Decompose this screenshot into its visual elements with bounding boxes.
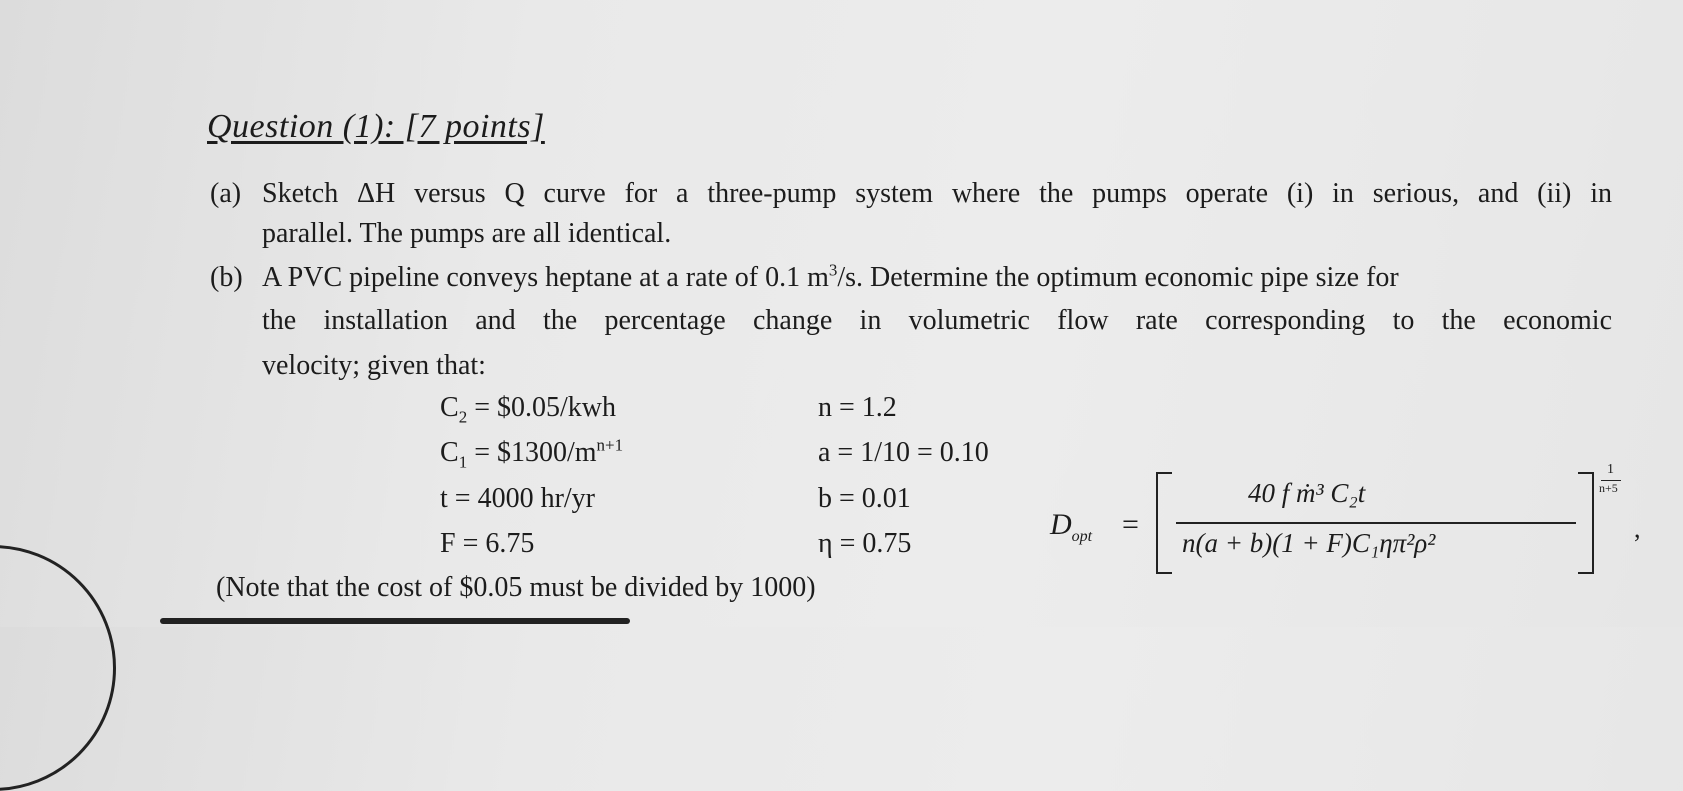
formula-lhs: $D_{opt}$ bbox=[1050, 508, 1093, 545]
part-b-line-1: A PVC pipeline conveys heptane at a rate of 0.1 $m^3/s$. Determine the optimum economic pipe size for bbox=[262, 260, 1399, 293]
given-f: F = 6.75 bbox=[440, 528, 535, 559]
formula-exponent-denominator: n+5 bbox=[1599, 481, 1618, 495]
formula-numerator: 40 f ṁ³ C₂t bbox=[1248, 478, 1366, 508]
part-a-label: (a) bbox=[210, 178, 242, 209]
formula-trailing-comma: , bbox=[1634, 514, 1641, 543]
formula-right-bracket bbox=[1578, 472, 1594, 574]
part-b-label: (b) bbox=[210, 262, 243, 293]
hand-drawn-circle-mark bbox=[0, 545, 116, 791]
given-c1: $C_1$ = $\$1300/m^{n+1}$ bbox=[440, 435, 624, 472]
question-title: Question (1): [7 points] bbox=[207, 108, 545, 145]
part-a-line-2: parallel. The pumps are all identical. bbox=[262, 218, 672, 249]
given-b: b = 0.01 bbox=[818, 483, 911, 514]
formula-equals: = bbox=[1122, 508, 1139, 541]
part-b-line-3: velocity; given that: bbox=[262, 350, 486, 381]
given-n: n = 1.2 bbox=[818, 392, 897, 423]
note-text: (Note that the cost of $0.05 must be divided by 1000) bbox=[216, 572, 816, 603]
given-t: t = 4000 hr/yr bbox=[440, 483, 595, 514]
given-a: a = 1/10 = 0.10 bbox=[818, 437, 989, 468]
formula-denominator: n(a + b)(1 + F)C₁ηπ²ρ² bbox=[1182, 528, 1436, 558]
part-a-line-1: Sketch ΔH versus Q curve for a three-pump system where the pumps operate (i) in serious, and (ii) in bbox=[262, 178, 1612, 209]
part-b-line-2: the installation and the percentage change in volumetric flow rate corresponding to the economic bbox=[262, 305, 1612, 336]
given-eta: η = 0.75 bbox=[818, 528, 912, 559]
formula-left-bracket bbox=[1156, 472, 1172, 574]
given-c2: $C_2$ = $0.05/kwh bbox=[440, 392, 616, 427]
formula-exponent-numerator: 1 bbox=[1607, 462, 1614, 477]
formula-fraction-bar bbox=[1176, 522, 1576, 524]
next-question-underline bbox=[160, 618, 630, 624]
optimum-diameter-formula bbox=[1050, 462, 1650, 590]
